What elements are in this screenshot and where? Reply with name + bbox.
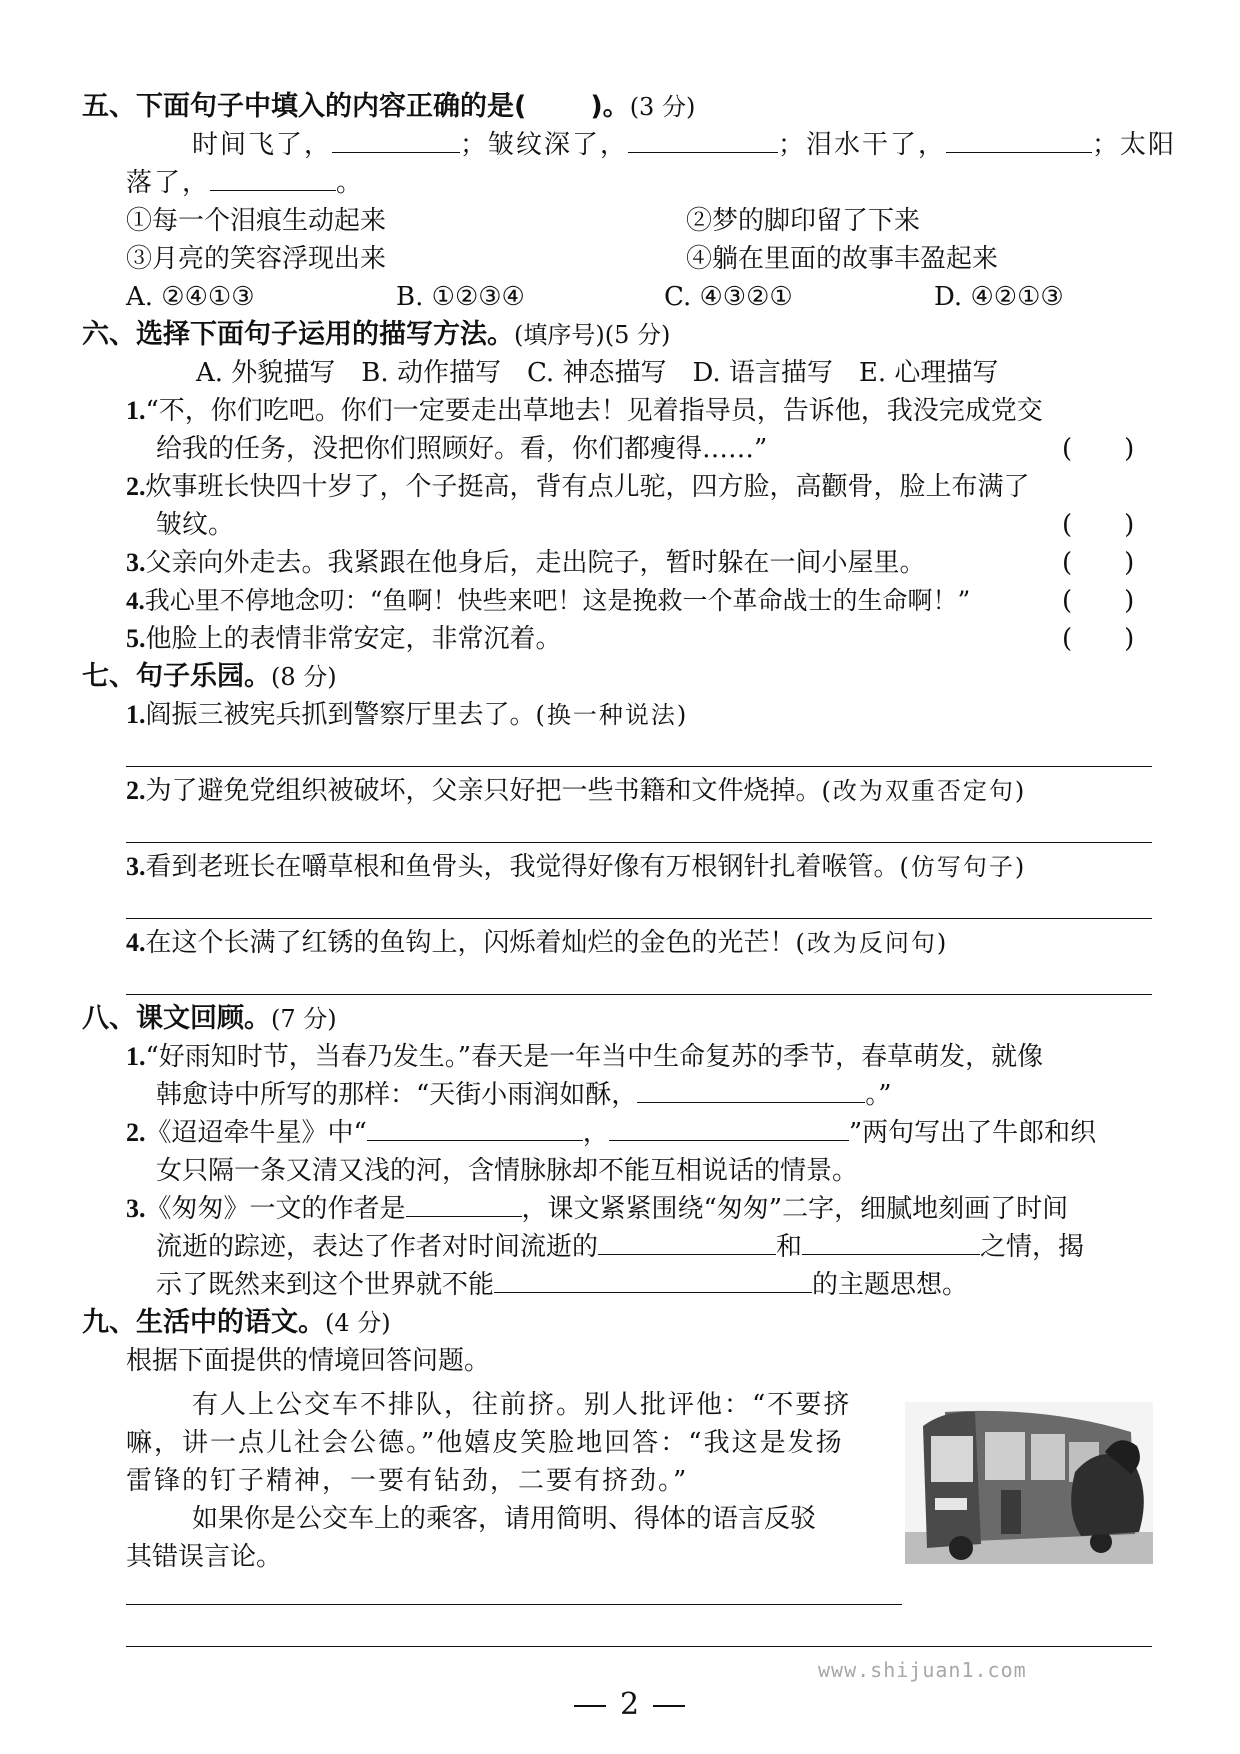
answer-blank[interactable] <box>802 1232 980 1255</box>
s8-question-2: 2.《迢迢牵牛星》中“ ， ”两句写出了牛郎和织 <box>126 1118 1097 1148</box>
s9-task-line2: 其错误言论。 <box>126 1542 283 1572</box>
description-methods: A. 外貌描写 B. 动作描写 C. 神态描写 D. 语言描写 E. 心理描写 <box>196 358 999 388</box>
answer-parentheses[interactable]: ( ) <box>1062 434 1135 464</box>
s7-question-1: 1.阎振三被宪兵抓到警察厅里去了。(换一种说法) <box>126 700 689 730</box>
answer-blank[interactable] <box>367 1118 583 1141</box>
s9-intro: 根据下面提供的情境回答问题。 <box>126 1346 491 1376</box>
section-5-heading: 五、下面句子中填入的内容正确的是( )。(3 分) <box>82 91 696 122</box>
s8-question-1-cont: 韩愈诗中所写的那样：“天街小雨润如酥， 。” <box>156 1080 892 1110</box>
s6-question-1-cont: 给我的任务，没把你们照顾好。看，你们都瘦得……” <box>156 434 768 464</box>
answer-line[interactable] <box>126 842 1152 843</box>
s7-question-2: 2.为了避免党组织被破坏，父亲只好把一些书籍和文件烧掉。(改为双重否定句) <box>126 776 1027 806</box>
answer-blank[interactable] <box>637 1080 865 1103</box>
choice-b[interactable]: B. ①②③④ <box>396 282 525 312</box>
bus-illustration <box>905 1402 1153 1564</box>
option-3: ③月亮的笑容浮现出来 <box>126 244 387 274</box>
answer-parentheses[interactable]: ( ) <box>1062 548 1135 578</box>
s8-question-3-cont2: 示了既然来到这个世界就不能 的主题思想。 <box>156 1270 969 1300</box>
s6-question-5: 5.他脸上的表情非常安定，非常沉着。 <box>126 624 562 654</box>
choice-a[interactable]: A. ②④①③ <box>126 282 255 312</box>
s9-story-line1: 有人上公交车不排队，往前挤。别人批评他：“不要挤 <box>192 1390 852 1420</box>
choice-c[interactable]: C. ④③②① <box>664 282 793 312</box>
s6-question-1: 1.“不，你们吃吧。你们一定要走出草地去！见着指导员，告诉他，我没完成党交 <box>126 396 1043 426</box>
section-9-heading: 九、生活中的语文。(4 分) <box>82 1307 391 1338</box>
answer-parentheses[interactable]: ( ) <box>1062 510 1135 540</box>
s9-story-line2: 嘛，讲一点儿社会公德。”他嬉皮笑脸地回答：“我这是发扬 <box>126 1428 844 1458</box>
s9-task-line1: 如果你是公交车上的乘客，请用简明、得体的语言反驳 <box>192 1504 817 1534</box>
s8-question-3-cont1: 流逝的踪迹，表达了作者对时间流逝的 和 之情，揭 <box>156 1232 1085 1262</box>
page-number: 2 <box>560 1688 699 1722</box>
option-4: ④躺在里面的故事丰盈起来 <box>686 244 999 274</box>
s8-question-3: 3.《匆匆》一文的作者是 ，课文紧紧围绕“匆匆”二字，细腻地刻画了时间 <box>126 1194 1069 1224</box>
s7-question-3: 3.看到老班长在嚼草根和鱼骨头，我觉得好像有万根钢针扎着喉管。(仿写句子) <box>126 852 1027 882</box>
section-5-sentence-line2: 落了， 。 <box>126 168 365 198</box>
s9-story-line3: 雷锋的钉子精神，一要有钻劲，二要有挤劲。” <box>126 1466 689 1496</box>
answer-blank[interactable] <box>210 168 336 191</box>
answer-line[interactable] <box>126 766 1152 767</box>
answer-blank[interactable] <box>332 130 460 153</box>
watermark: www.shijuan1.com <box>818 1658 1027 1682</box>
s7-question-4: 4.在这个长满了红锈的鱼钩上，闪烁着灿烂的金色的光芒！(改为反问句) <box>126 928 949 958</box>
answer-blank[interactable] <box>598 1232 776 1255</box>
s6-question-3: 3.父亲向外走去。我紧跟在他身后，走出院子，暂时躲在一间小屋里。 <box>126 548 926 578</box>
s8-question-1: 1.“好雨知时节，当春乃发生。”春天是一年当中生命复苏的季节，春草萌发，就像 <box>126 1042 1044 1072</box>
section-7-heading: 七、句子乐园。(8 分) <box>82 661 337 692</box>
section-6-heading: 六、选择下面句子运用的描写方法。(填序号)(5 分) <box>82 319 671 350</box>
answer-blank[interactable] <box>628 130 778 153</box>
answer-parentheses[interactable]: ( ) <box>1062 586 1135 616</box>
s6-question-2-cont: 皱纹。 <box>156 510 235 540</box>
option-2: ②梦的脚印留了下来 <box>686 206 921 236</box>
answer-line[interactable] <box>126 994 1152 995</box>
answer-blank[interactable] <box>946 130 1092 153</box>
section-5-sentence-line1: 时间飞了， ；皱纹深了， ；泪水干了， ；太阳 <box>192 130 1177 160</box>
answer-line[interactable] <box>126 1604 902 1605</box>
answer-blank[interactable] <box>494 1270 812 1293</box>
answer-parentheses[interactable]: ( ) <box>1062 624 1135 654</box>
s8-question-2-cont: 女只隔一条又清又浅的河，含情脉脉却不能互相说话的情景。 <box>156 1156 859 1186</box>
answer-blank[interactable] <box>609 1118 849 1141</box>
bus-photo <box>905 1402 1153 1564</box>
s6-question-2: 2.炊事班长快四十岁了，个子挺高，背有点儿驼，四方脸，高颧骨，脸上布满了 <box>126 472 1030 502</box>
option-1: ①每一个泪痕生动起来 <box>126 206 387 236</box>
answer-blank[interactable] <box>406 1194 522 1217</box>
section-8-heading: 八、课文回顾。(7 分) <box>82 1003 337 1034</box>
answer-line[interactable] <box>126 918 1152 919</box>
answer-line[interactable] <box>126 1646 1152 1647</box>
s6-question-4: 4.我心里不停地念叨：“鱼啊！快些来吧！这是挽救一个革命战士的生命啊！” <box>126 586 971 615</box>
choice-d[interactable]: D. ④②①③ <box>934 282 1064 312</box>
